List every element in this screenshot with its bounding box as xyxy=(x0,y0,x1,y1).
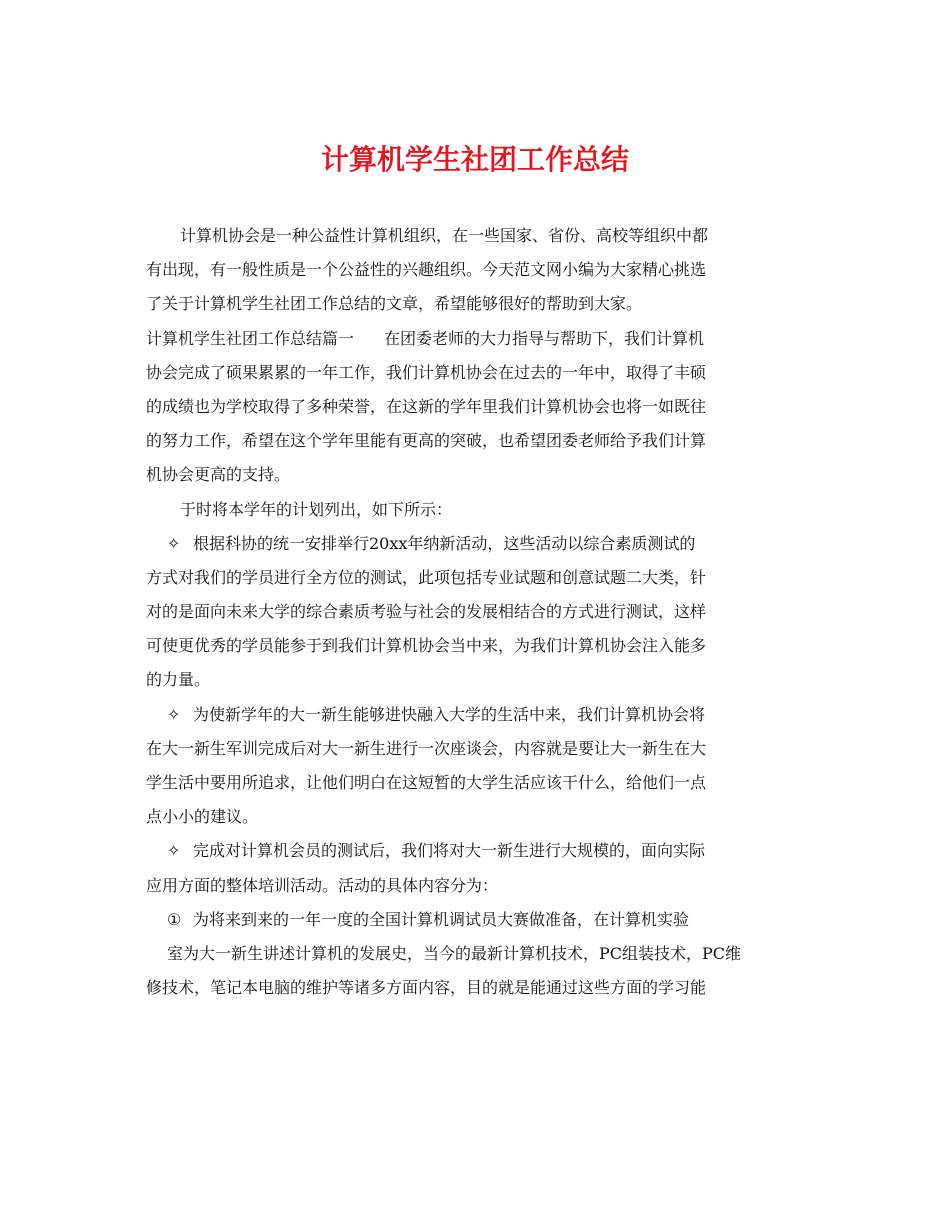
paragraph-text: 在团委老师的大力指导与帮助下，我们计算机 xyxy=(384,328,705,348)
document-title: 计算机学生社团工作总结 xyxy=(320,143,629,176)
list-item-line xyxy=(146,698,806,732)
paragraph-line: 学生活中要用所追求，让他们明白在这短暂的大学生活应该干什么，给他们一点 xyxy=(146,773,707,792)
paragraph-line: 的成绩也为学校取得了多种荣誉，在这新的学年里我们计算机协会也将一如既往 xyxy=(146,396,707,416)
paragraph-line: 室为大一新生讲述计算机的发展史，当今的最新计算机技术，PC组装技术，PC维 xyxy=(167,943,742,963)
paragraph-line: 的努力工作，希望在这个学年里能有更高的突破，也希望团委老师给予我们计算 xyxy=(146,431,707,451)
paragraph-line: 协会完成了硕果累累的一年工作，我们计算机协会在过去的一年中，取得了丰硕 xyxy=(146,362,707,382)
document-body xyxy=(146,219,806,1005)
list-item-line xyxy=(146,903,806,937)
section-heading: 计算机学生社团工作总结篇一 xyxy=(146,328,355,348)
paragraph-line: 于时将本学年的计划列出，如下所示： xyxy=(180,499,453,519)
list-item-line xyxy=(146,834,806,868)
paragraph-line: 有出现，有一般性质是一个公益性的兴趣组织。今天范文网小编为大家精心挑选 xyxy=(146,260,707,280)
paragraph-line: 点小小的建议。 xyxy=(146,807,259,827)
circled-one-icon: ① xyxy=(167,909,182,929)
diamond-bullet-icon: ✧ xyxy=(167,704,181,724)
paragraph-line: 方式对我们的学员进行全方位的测试，此项包括专业试题和创意试题二大类，针 xyxy=(146,567,707,587)
list-item-text: 为将来到来的一年一度的全国计算机调试员大赛做准备，在计算机实验 xyxy=(193,909,690,929)
list-item-text: 为使新学年的大一新生能够进快融入大学的生活中来，我们计算机协会将 xyxy=(193,704,706,724)
paragraph-line: 修技术，笔记本电脑的维护等诸多方面内容，目的就是能通过这些方面的学习能 xyxy=(146,978,707,998)
paragraph-line: 在大一新生军训完成后对大一新生进行一次座谈会，内容就是要让大一新生在大 xyxy=(146,738,707,758)
paragraph-line xyxy=(146,322,806,356)
list-item-text: 根据科协的统一安排举行20xx年纳新活动，这些活动以综合素质测试的 xyxy=(193,533,696,553)
paragraph-line: 机协会更高的支持。 xyxy=(146,465,291,485)
diamond-bullet-icon: ✧ xyxy=(167,533,181,553)
paragraph-line: 应用方面的整体培训活动。活动的具体内容分为： xyxy=(146,875,499,895)
paragraph-line: 可使更优秀的学员能参于到我们计算机协会当中来，为我们计算机协会注入能多 xyxy=(146,636,707,656)
diamond-bullet-icon: ✧ xyxy=(167,841,181,861)
list-item-line xyxy=(146,527,806,561)
paragraph-line: 了关于计算机学生社团工作总结的文章，希望能够很好的帮助到大家。 xyxy=(146,294,643,314)
paragraph-line: 计算机协会是一种公益性计算机组织，在一些国家、省份、高校等组织中都 xyxy=(180,226,709,245)
list-item-text: 完成对计算机会员的测试后，我们将对大一新生进行大规模的，面向实际 xyxy=(193,841,706,861)
paragraph-line: 的力量。 xyxy=(146,670,211,690)
paragraph-line: 对的是面向未来大学的综合素质考验与社会的发展相结合的方式进行测试，这样 xyxy=(146,602,707,622)
